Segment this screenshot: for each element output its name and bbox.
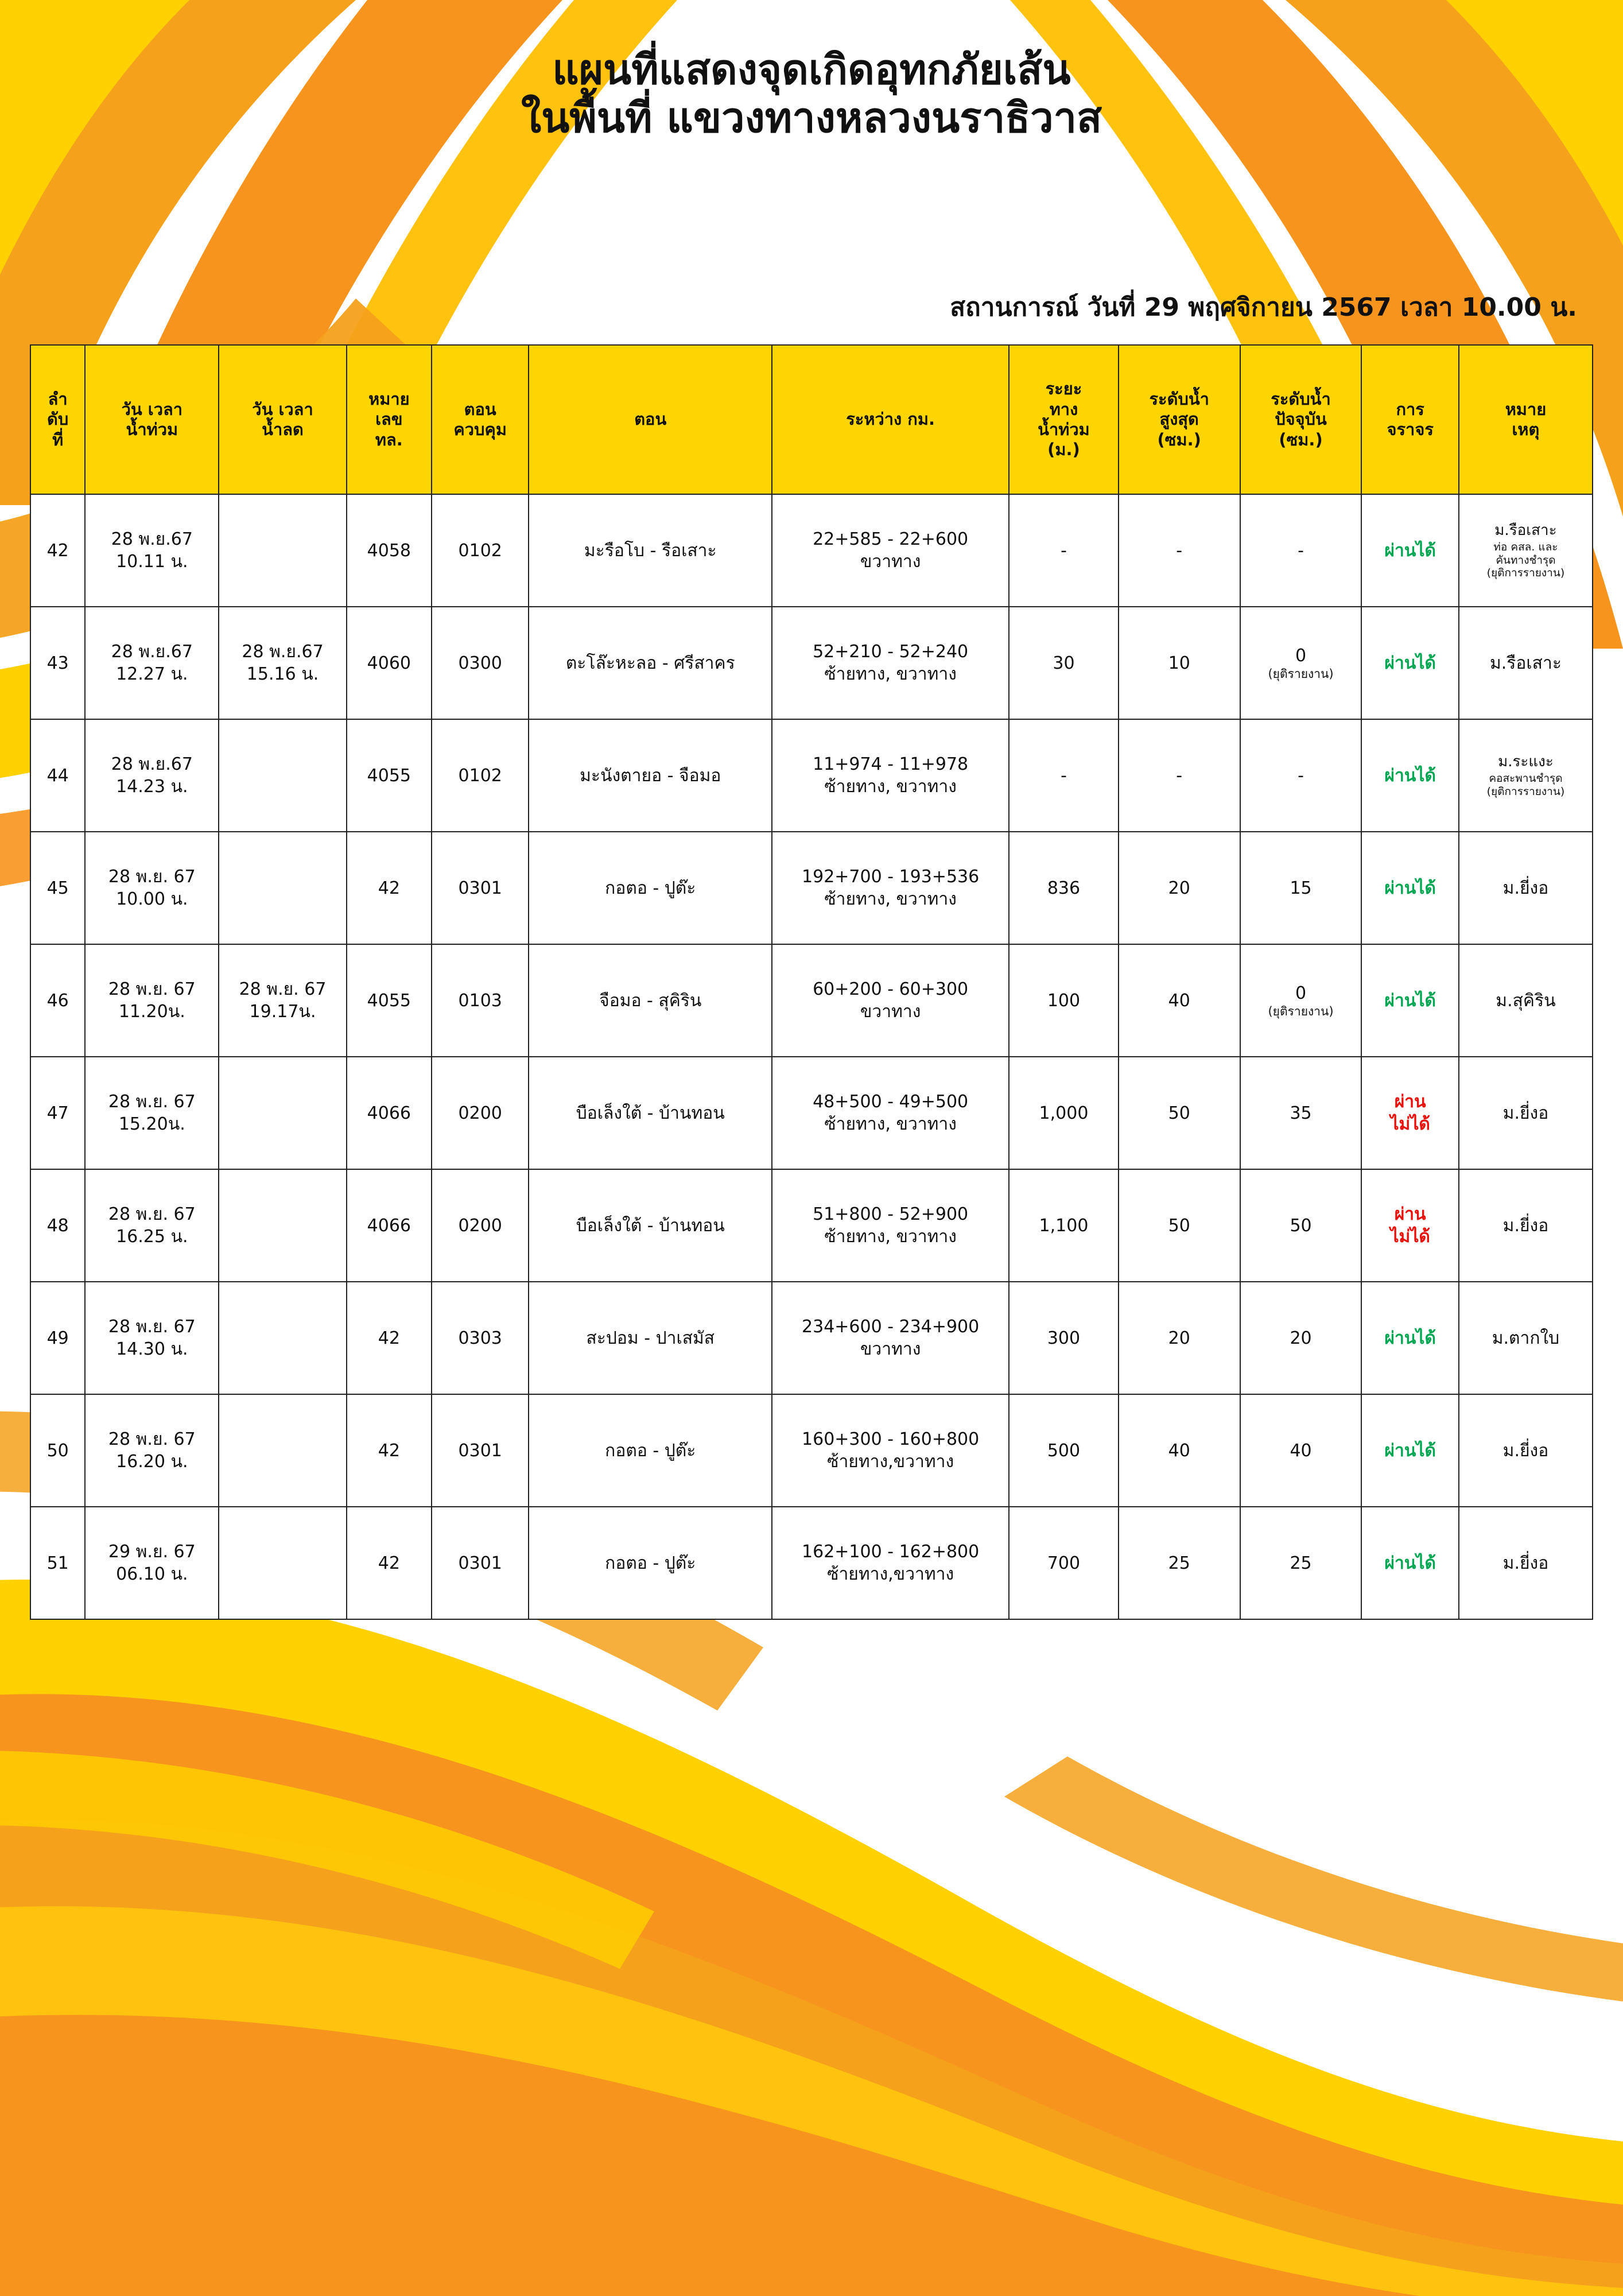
flood-table-wrap bbox=[30, 344, 1593, 1620]
cell-length: 1,000 bbox=[1009, 1057, 1119, 1169]
status-badge: ผ่าน bbox=[1394, 1092, 1426, 1112]
cell-no: 45 bbox=[30, 832, 85, 944]
status-badge: ผ่านได้ bbox=[1384, 1328, 1436, 1348]
cell-current-level: 25 bbox=[1240, 1507, 1362, 1619]
status-badge: ไม่ได้ bbox=[1390, 1227, 1430, 1247]
cell-traffic-status bbox=[1361, 494, 1458, 607]
table-row bbox=[30, 944, 1593, 1057]
cell-note bbox=[1459, 944, 1593, 1057]
col-header-control: ตอน ควบคุม bbox=[432, 345, 529, 494]
col-header-note: หมาย เหตุ bbox=[1459, 345, 1593, 494]
cell-max-level: 40 bbox=[1119, 944, 1240, 1057]
cell-current-level: - bbox=[1240, 494, 1362, 607]
cell-flood-time: 28 พ.ย. 67 16.20 น. bbox=[85, 1394, 219, 1507]
status-badge: ผ่านได้ bbox=[1384, 1553, 1436, 1573]
table-body bbox=[30, 494, 1593, 1619]
cell-control: 0103 bbox=[432, 944, 529, 1057]
note-sub: ท่อ คสล. และ bbox=[1493, 540, 1558, 553]
col-header-no: ลำ ดับ ที่ bbox=[30, 345, 85, 494]
cell-no: 43 bbox=[30, 607, 85, 719]
cell-note bbox=[1459, 494, 1593, 607]
cell-traffic-status bbox=[1361, 832, 1458, 944]
cell-route-no: 4066 bbox=[347, 1169, 432, 1282]
cell-current-level: 0 (ยุติรายงาน) bbox=[1240, 607, 1362, 719]
col-header-flood-time: วัน เวลา น้ำท่วม bbox=[85, 345, 219, 494]
cell-flood-time: 29 พ.ย. 67 06.10 น. bbox=[85, 1507, 219, 1619]
col-header-section: ตอน bbox=[529, 345, 772, 494]
cell-length: 700 bbox=[1009, 1507, 1119, 1619]
cell-note bbox=[1459, 607, 1593, 719]
cell-flood-time: 28 พ.ย. 67 14.30 น. bbox=[85, 1282, 219, 1394]
cell-section: บือเล็งใต้ - บ้านทอน bbox=[529, 1169, 772, 1282]
note-main: ม.ยี่งอ bbox=[1502, 1103, 1549, 1123]
col-header-current-level: ระดับน้ำ ปัจจุบัน (ซม.) bbox=[1240, 345, 1362, 494]
cell-length: - bbox=[1009, 719, 1119, 832]
cell-traffic-status bbox=[1361, 1169, 1458, 1282]
cell-current-level: 50 bbox=[1240, 1169, 1362, 1282]
status-badge: ผ่านได้ bbox=[1384, 765, 1436, 786]
note-sub: (ยุติการรายงาน) bbox=[1486, 785, 1565, 798]
cell-section: มะรือโบ - รือเสาะ bbox=[529, 494, 772, 607]
cell-control: 0200 bbox=[432, 1057, 529, 1169]
status-badge: ผ่านได้ bbox=[1384, 878, 1436, 898]
table-row bbox=[30, 832, 1593, 944]
cell-route-no: 42 bbox=[347, 1282, 432, 1394]
cell-max-level: 40 bbox=[1119, 1394, 1240, 1507]
cell-control: 0301 bbox=[432, 1394, 529, 1507]
note-main: ม.รือเสาะ bbox=[1489, 653, 1562, 673]
col-header-route-no: หมาย เลข ทล. bbox=[347, 345, 432, 494]
cell-between-km: 52+210 - 52+240 ซ้ายทาง, ขวาทาง bbox=[772, 607, 1009, 719]
cell-between-km: 234+600 - 234+900 ขวาทาง bbox=[772, 1282, 1009, 1394]
cell-flood-time: 28 พ.ย. 67 15.20น. bbox=[85, 1057, 219, 1169]
cell-length: 1,100 bbox=[1009, 1169, 1119, 1282]
cell-section: กอตอ - ปูต๊ะ bbox=[529, 1507, 772, 1619]
note-main: ม.ยี่งอ bbox=[1502, 1440, 1549, 1461]
status-badge: ผ่านได้ bbox=[1384, 990, 1436, 1011]
situation-subtitle: สถานการณ์ วันที่ 29 พฤศจิกายน 2567 เวลา 10.00 น. bbox=[950, 293, 1577, 322]
cell-route-no: 42 bbox=[347, 832, 432, 944]
flood-table bbox=[30, 344, 1593, 1620]
status-badge: ผ่าน bbox=[1394, 1204, 1426, 1224]
cell-note bbox=[1459, 1282, 1593, 1394]
cell-section: มะนังตายอ - จือมอ bbox=[529, 719, 772, 832]
cell-control: 0301 bbox=[432, 832, 529, 944]
cell-note bbox=[1459, 1057, 1593, 1169]
cell-between-km: 192+700 - 193+536 ซ้ายทาง, ขวาทาง bbox=[772, 832, 1009, 944]
cell-length: 100 bbox=[1009, 944, 1119, 1057]
cell-no: 49 bbox=[30, 1282, 85, 1394]
table-row bbox=[30, 1394, 1593, 1507]
cell-note bbox=[1459, 1507, 1593, 1619]
cell-no: 42 bbox=[30, 494, 85, 607]
table-row bbox=[30, 494, 1593, 607]
cell-note bbox=[1459, 832, 1593, 944]
situation-subtitle-wrap bbox=[0, 287, 1623, 327]
cell-traffic-status bbox=[1361, 1282, 1458, 1394]
status-badge: ผ่านได้ bbox=[1384, 1440, 1436, 1461]
cell-control: 0102 bbox=[432, 494, 529, 607]
table-row bbox=[30, 1507, 1593, 1619]
cell-max-level: 20 bbox=[1119, 832, 1240, 944]
cell-no: 51 bbox=[30, 1507, 85, 1619]
cell-flood-time: 28 พ.ย.67 10.11 น. bbox=[85, 494, 219, 607]
cell-route-no: 4055 bbox=[347, 719, 432, 832]
table-row bbox=[30, 607, 1593, 719]
cell-traffic-status bbox=[1361, 944, 1458, 1057]
cell-max-level: 25 bbox=[1119, 1507, 1240, 1619]
cell-max-level: 50 bbox=[1119, 1169, 1240, 1282]
cell-traffic-status bbox=[1361, 719, 1458, 832]
cell-note bbox=[1459, 1169, 1593, 1282]
cell-route-no: 4058 bbox=[347, 494, 432, 607]
status-badge: ผ่านได้ bbox=[1384, 653, 1436, 673]
cell-section: จือมอ - สุคิริน bbox=[529, 944, 772, 1057]
cell-between-km: 51+800 - 52+900 ซ้ายทาง, ขวาทาง bbox=[772, 1169, 1009, 1282]
cell-control: 0301 bbox=[432, 1507, 529, 1619]
note-sub: คอสะพานชำรุด bbox=[1489, 772, 1563, 785]
cell-current-level: 0 (ยุติรายงาน) bbox=[1240, 944, 1362, 1057]
cell-route-no: 4055 bbox=[347, 944, 432, 1057]
note-main: ม.ระแงะ bbox=[1498, 753, 1554, 771]
cell-between-km: 60+200 - 60+300 ขวาทาง bbox=[772, 944, 1009, 1057]
cell-max-level: 10 bbox=[1119, 607, 1240, 719]
col-header-between-km: ระหว่าง กม. bbox=[772, 345, 1009, 494]
cell-current-level: 40 bbox=[1240, 1394, 1362, 1507]
cell-no: 47 bbox=[30, 1057, 85, 1169]
cell-traffic-status bbox=[1361, 1057, 1458, 1169]
cell-no: 48 bbox=[30, 1169, 85, 1282]
cell-route-no: 4066 bbox=[347, 1057, 432, 1169]
cell-max-level: - bbox=[1119, 494, 1240, 607]
cell-route-no: 42 bbox=[347, 1394, 432, 1507]
cell-flood-time: 28 พ.ย. 67 11.20น. bbox=[85, 944, 219, 1057]
col-header-length: ระยะ ทาง น้ำท่วม (ม.) bbox=[1009, 345, 1119, 494]
cell-recede-time bbox=[219, 1394, 346, 1507]
page-header bbox=[0, 46, 1623, 142]
cell-flood-time: 28 พ.ย.67 14.23 น. bbox=[85, 719, 219, 832]
cell-control: 0200 bbox=[432, 1169, 529, 1282]
cell-control: 0102 bbox=[432, 719, 529, 832]
cell-current-level: 15 bbox=[1240, 832, 1362, 944]
status-badge: ผ่านได้ bbox=[1384, 540, 1436, 561]
status-badge: ไม่ได้ bbox=[1390, 1114, 1430, 1134]
cell-note bbox=[1459, 1394, 1593, 1507]
cell-route-no: 42 bbox=[347, 1507, 432, 1619]
current-level-note: (ยุติรายงาน) bbox=[1268, 666, 1334, 681]
note-sub: คันทางชำรุด bbox=[1496, 553, 1556, 567]
cell-length: 300 bbox=[1009, 1282, 1119, 1394]
cell-recede-time bbox=[219, 1507, 346, 1619]
cell-max-level: 20 bbox=[1119, 1282, 1240, 1394]
cell-current-level: 35 bbox=[1240, 1057, 1362, 1169]
cell-length: 500 bbox=[1009, 1394, 1119, 1507]
cell-no: 46 bbox=[30, 944, 85, 1057]
note-main: ม.ยี่งอ bbox=[1502, 878, 1549, 898]
cell-route-no: 4060 bbox=[347, 607, 432, 719]
col-header-recede-time: วัน เวลา น้ำลด bbox=[219, 345, 346, 494]
cell-flood-time: 28 พ.ย.67 12.27 น. bbox=[85, 607, 219, 719]
cell-no: 50 bbox=[30, 1394, 85, 1507]
page-title-line2: ในพื้นที่ แขวงทางหลวงนราธิวาส bbox=[521, 93, 1102, 142]
table-header-row bbox=[30, 345, 1593, 494]
cell-between-km: 11+974 - 11+978 ซ้ายทาง, ขวาทาง bbox=[772, 719, 1009, 832]
cell-between-km: 48+500 - 49+500 ซ้ายทาง, ขวาทาง bbox=[772, 1057, 1009, 1169]
cell-max-level: 50 bbox=[1119, 1057, 1240, 1169]
table-head bbox=[30, 345, 1593, 494]
cell-max-level: - bbox=[1119, 719, 1240, 832]
cell-length: 836 bbox=[1009, 832, 1119, 944]
note-main: ม.ยี่งอ bbox=[1502, 1553, 1549, 1573]
cell-between-km: 160+300 - 160+800 ซ้ายทาง,ขวาทาง bbox=[772, 1394, 1009, 1507]
cell-section: สะปอม - ปาเสมัส bbox=[529, 1282, 772, 1394]
note-main: ม.สุคิริน bbox=[1496, 990, 1556, 1011]
note-main: ม.ตากใบ bbox=[1492, 1328, 1560, 1348]
cell-control: 0303 bbox=[432, 1282, 529, 1394]
cell-traffic-status bbox=[1361, 1507, 1458, 1619]
table-row bbox=[30, 719, 1593, 832]
col-header-max-level: ระดับน้ำ สูงสุด (ซม.) bbox=[1119, 345, 1240, 494]
note-sub: (ยุติการรายงาน) bbox=[1486, 567, 1565, 580]
cell-recede-time bbox=[219, 719, 346, 832]
table-row bbox=[30, 1282, 1593, 1394]
cell-between-km: 22+585 - 22+600 ขวาทาง bbox=[772, 494, 1009, 607]
cell-traffic-status bbox=[1361, 607, 1458, 719]
current-level-note: (ยุติรายงาน) bbox=[1268, 1004, 1334, 1018]
table-row bbox=[30, 1169, 1593, 1282]
cell-flood-time: 28 พ.ย. 67 10.00 น. bbox=[85, 832, 219, 944]
cell-recede-time bbox=[219, 832, 346, 944]
table-row bbox=[30, 1057, 1593, 1169]
cell-recede-time bbox=[219, 494, 346, 607]
cell-between-km: 162+100 - 162+800 ซ้ายทาง,ขวาทาง bbox=[772, 1507, 1009, 1619]
cell-length: - bbox=[1009, 494, 1119, 607]
cell-control: 0300 bbox=[432, 607, 529, 719]
cell-recede-time bbox=[219, 1169, 346, 1282]
cell-current-level: - bbox=[1240, 719, 1362, 832]
note-main: ม.รือเสาะ bbox=[1494, 521, 1557, 539]
cell-length: 30 bbox=[1009, 607, 1119, 719]
cell-traffic-status bbox=[1361, 1394, 1458, 1507]
cell-flood-time: 28 พ.ย. 67 16.25 น. bbox=[85, 1169, 219, 1282]
page-title-line1: แผนที่แสดงจุดเกิดอุทกภัยเส้น bbox=[552, 45, 1071, 94]
cell-note bbox=[1459, 719, 1593, 832]
cell-recede-time: 28 พ.ย.67 15.16 น. bbox=[219, 607, 346, 719]
cell-section: ตะโล๊ะหะลอ - ศรีสาคร bbox=[529, 607, 772, 719]
cell-recede-time: 28 พ.ย. 67 19.17น. bbox=[219, 944, 346, 1057]
col-header-traffic: การ จราจร bbox=[1361, 345, 1458, 494]
cell-current-level: 20 bbox=[1240, 1282, 1362, 1394]
cell-no: 44 bbox=[30, 719, 85, 832]
cell-recede-time bbox=[219, 1282, 346, 1394]
cell-section: บือเล็งใต้ - บ้านทอน bbox=[529, 1057, 772, 1169]
cell-section: กอตอ - ปูต๊ะ bbox=[529, 1394, 772, 1507]
cell-section: กอตอ - ปูต๊ะ bbox=[529, 832, 772, 944]
note-main: ม.ยี่งอ bbox=[1502, 1215, 1549, 1236]
cell-recede-time bbox=[219, 1057, 346, 1169]
